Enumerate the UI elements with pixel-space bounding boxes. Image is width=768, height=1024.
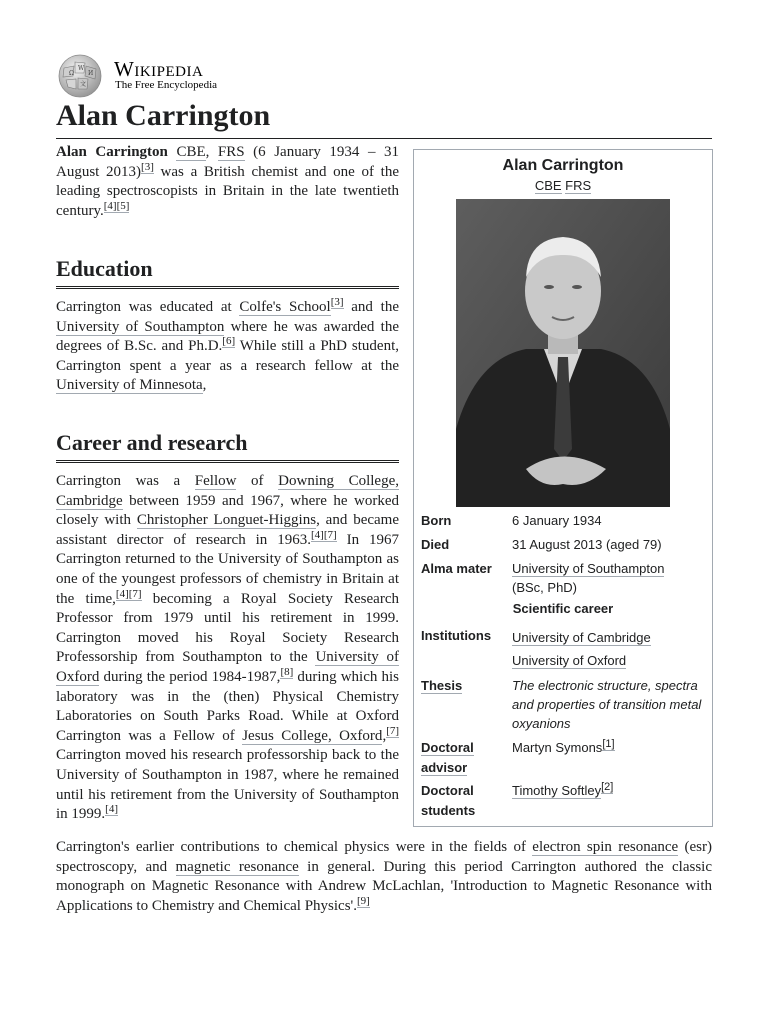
colfes-school-link[interactable]: Colfe's School	[239, 299, 331, 315]
ref-link[interactable]: [7]	[386, 724, 400, 737]
para-text: Carrington was a	[56, 473, 195, 489]
advisor-value: Martyn Symons	[512, 740, 603, 755]
thesis-label-link[interactable]: Thesis	[421, 678, 463, 693]
infobox-honours	[414, 178, 712, 193]
thesis-value: The electronic structure, spectra and properties of transition metal oxyanions	[512, 678, 702, 731]
lead-text: (6 January 1934 – 31 August 2013)	[56, 144, 399, 180]
institutions-value	[512, 626, 705, 672]
born-label: Born	[421, 513, 452, 528]
para-text: In 1967 Carrington returned to the University of Southampton as one of the youngest professors of chemistry in Britain at the time,	[56, 531, 400, 607]
born-value: 6 January 1934	[512, 513, 602, 528]
jesus-college-link[interactable]: Jesus College, Oxford	[242, 727, 383, 744]
education-heading: Education	[56, 252, 399, 289]
students-label-1: Doctoral	[421, 783, 474, 798]
career-heading: Career and research	[56, 426, 399, 463]
wikipedia-tagline: The Free Encyclopedia	[115, 79, 218, 91]
education-paragraph	[56, 298, 399, 396]
ref-link[interactable]: [3]	[141, 160, 154, 173]
downing-college-link[interactable]: Downing College, Cambridge	[56, 473, 399, 509]
wikipedia-globe-icon	[56, 54, 104, 98]
student-softley-link[interactable]: Timothy Softley	[512, 783, 602, 798]
para-text: during the period 1984-1987,	[99, 668, 281, 685]
university-of-oxford-link[interactable]: University of Oxford	[56, 649, 399, 685]
cbe-link[interactable]: CBE	[176, 144, 206, 160]
alma-southampton-link[interactable]: University of Southampton	[512, 561, 665, 576]
career-paragraph	[56, 472, 399, 825]
advisor-label-2[interactable]: advisor	[421, 760, 468, 775]
students-label-2: students	[421, 803, 476, 818]
ref-link[interactable]: [1]	[602, 737, 615, 750]
died-value: 31 August 2013 (aged 79)	[512, 537, 662, 552]
ref-link[interactable]: [5]	[116, 199, 130, 212]
svg-text:Ω: Ω	[69, 70, 74, 77]
institutions-label: Institutions	[421, 628, 492, 643]
wikipedia-wordmark: Wikipedia	[114, 57, 204, 81]
para-text: ,	[202, 377, 207, 394]
svg-text:W: W	[78, 65, 85, 72]
ref-link[interactable]: [7]	[128, 587, 142, 600]
ref-link[interactable]: [9]	[357, 894, 370, 907]
para-text: during which his laboratory was in the (then) Physical Chemistry Laboratories on South Parks Road. While at Oxford Carrington was a Fellow of	[56, 668, 399, 744]
infobox	[413, 149, 713, 827]
svg-text:И: И	[88, 70, 94, 77]
para-text: between 1959 and 1967, where he worked closely with	[56, 492, 399, 529]
ref-link[interactable]: [8]	[280, 665, 294, 678]
alma-label: Alma mater	[421, 561, 492, 576]
para-text: of	[236, 473, 279, 489]
students-label	[421, 781, 509, 821]
ref-link[interactable]: [3]	[330, 296, 344, 308]
fellow-link[interactable]: Fellow	[194, 473, 237, 489]
alma-degrees: (BSc, PhD)	[512, 580, 578, 595]
para-text: (esr) spectroscopy, and	[56, 839, 713, 875]
para-text: , and became assistant director of research in 1963.	[56, 512, 399, 548]
ref-link[interactable]: [4]	[103, 199, 117, 212]
ref-link[interactable]: [4]	[115, 587, 129, 600]
scientific-career-header: Scientific career	[512, 601, 614, 616]
contributions-paragraph	[56, 838, 712, 916]
institution-cambridge-link[interactable]: University of Cambridge	[512, 630, 651, 645]
para-text: where he was awarded the degrees of B.Sc. and Ph.D.	[56, 318, 399, 355]
university-of-southampton-link[interactable]: University of Southampton	[56, 318, 225, 335]
ref-link[interactable]: [4]	[105, 803, 118, 816]
para-text: ,	[382, 727, 387, 744]
page-title: Alan Carrington	[56, 96, 712, 139]
magnetic-resonance-link[interactable]: magnetic resonance	[175, 858, 299, 875]
died-label: Died	[421, 537, 450, 552]
subject-name: Alan Carrington	[56, 144, 168, 160]
para-text: Carrington was educated at	[56, 299, 240, 315]
advisor-label-link[interactable]	[421, 738, 509, 778]
cbe-link[interactable]: CBE	[534, 178, 562, 193]
frs-link[interactable]: FRS	[565, 178, 592, 193]
ref-link[interactable]: [4]	[311, 528, 324, 541]
para-text: in general. During this period Carrington authored the classic monograph on Magnetic Resonance with Andrew McLachlan, 'Introduction to Magnetic Resonance with Applications to Chemistry and Chemical Physics'.	[56, 858, 712, 914]
lead-text: was a British chemist and one of the leading spectroscopists in Britain in the late twentieth century.	[56, 163, 399, 219]
institution-oxford-link[interactable]: University of Oxford	[512, 653, 627, 668]
electron-spin-resonance-link[interactable]: electron spin resonance	[532, 839, 679, 855]
alma-value	[512, 559, 705, 597]
portrait-photo[interactable]	[456, 199, 670, 507]
ref-link[interactable]: [7]	[323, 528, 337, 541]
longuet-higgins-link[interactable]: Christopher Longuet-Higgins	[136, 512, 317, 529]
frs-link[interactable]: FRS	[217, 144, 245, 160]
ref-link[interactable]: [2]	[601, 780, 614, 793]
para-text: and the	[343, 299, 399, 315]
infobox-title: Alan Carrington	[502, 157, 624, 174]
separator: ,	[205, 144, 210, 160]
para-text: Carrington moved his research professorship back to the University of Southampton in 1987, where he remained until his retirement from the University of Southampton in 1999.	[56, 747, 399, 823]
svg-text:文: 文	[80, 81, 87, 88]
advisor-label-1[interactable]: Doctoral	[421, 740, 474, 755]
university-of-minnesota-link[interactable]: University of Minnesota	[56, 377, 203, 394]
para-text: becoming a Royal Society Research Professor from 1979 until his retirement in 1999. Carrington moved his Royal Society Research Professorship from Southampton to the	[56, 590, 399, 666]
para-text: Carrington's earlier contributions to chemical physics were in the fields of	[56, 839, 533, 855]
lead-paragraph	[56, 143, 399, 221]
ref-link[interactable]: [6]	[222, 335, 236, 348]
wikipedia-header[interactable]	[56, 54, 256, 98]
para-text: While still a PhD student, Carrington spent a year as a research fellow at the	[56, 338, 399, 374]
